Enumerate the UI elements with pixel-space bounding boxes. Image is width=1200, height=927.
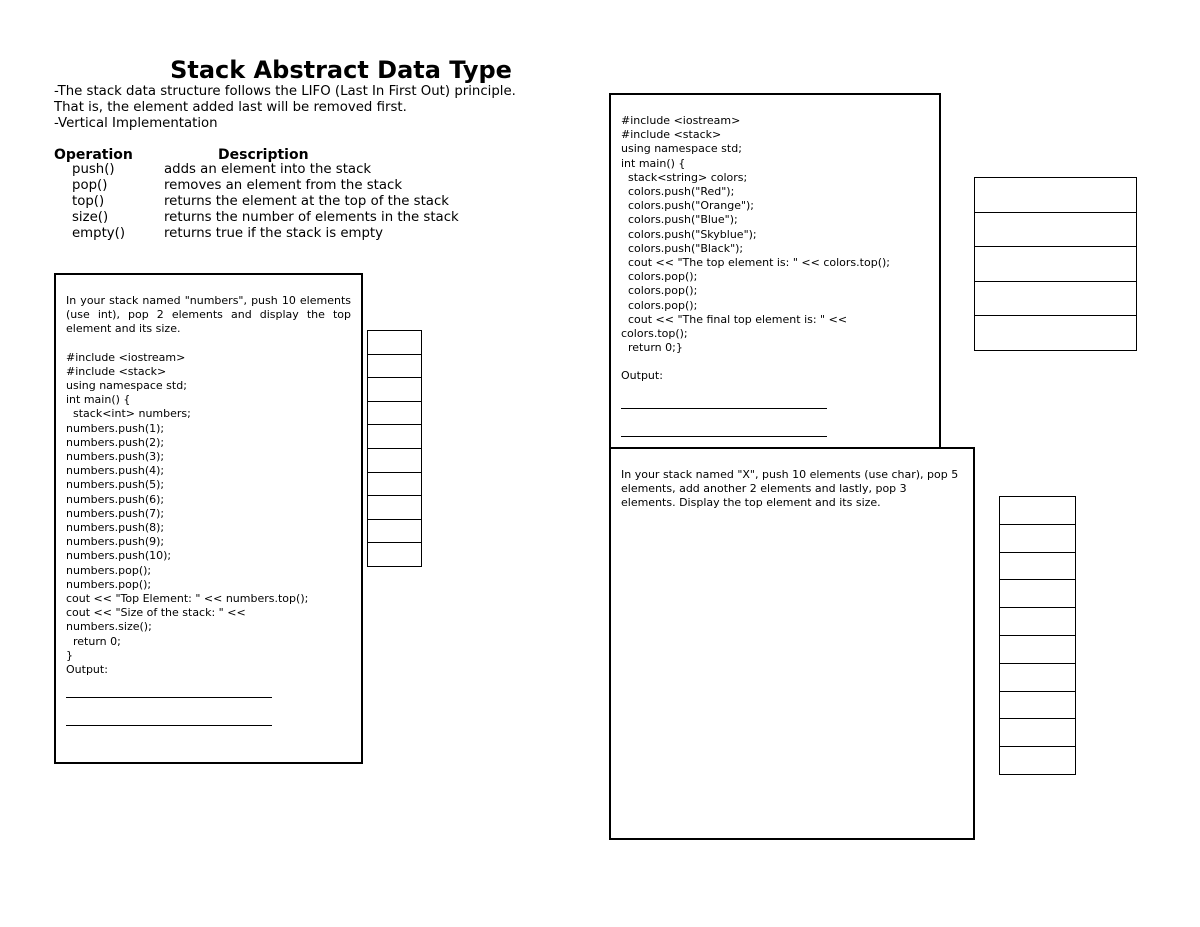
operation-desc: returns the element at the top of the stack (164, 194, 449, 209)
code-line: stack<int> numbers; (66, 407, 191, 421)
code-line: int main() { (621, 156, 686, 170)
operation-row (72, 178, 459, 194)
stack-slot (1000, 719, 1076, 747)
code-line: using namespace std; (66, 379, 187, 393)
code-line: colors.push("Skyblue"); (621, 227, 757, 241)
answer-line (621, 436, 827, 437)
intro-line: -The stack data structure follows the LIFO (Last In First Out) principle. (54, 84, 516, 99)
operation-name: size() (72, 210, 109, 225)
code-line: #include <stack> (621, 128, 722, 142)
code-line: colors.push("Blue"); (621, 213, 738, 227)
stack-slot (368, 331, 422, 355)
stack-slot (975, 247, 1137, 282)
stack-slot (368, 378, 422, 402)
operation-name: pop() (72, 178, 108, 193)
code-line: colors.pop(); (621, 298, 698, 312)
stack-slot (1000, 663, 1076, 691)
code-line: numbers.push(7); (66, 506, 165, 520)
operation-desc: returns the number of elements in the stack (164, 210, 459, 225)
exercise2-code (621, 114, 929, 355)
code-line: colors.push("Red"); (621, 185, 735, 199)
code-line: numbers.push(3); (66, 450, 165, 464)
description-header: Description (218, 147, 309, 163)
operation-header: Operation (54, 147, 133, 163)
code-line: cout << "Size of the stack: " << (66, 606, 246, 620)
exercise3-stack-grid (999, 496, 1076, 775)
stack-slot (1000, 747, 1076, 775)
operation-row (72, 226, 459, 242)
code-line: } (66, 648, 73, 662)
stack-slot (368, 496, 422, 520)
code-line: numbers.size(); (66, 620, 152, 634)
stack-slot (368, 543, 422, 567)
code-line: cout << "Top Element: " << numbers.top(); (66, 592, 309, 606)
code-line: cout << "The top element is: " << colors.top(); (621, 256, 890, 270)
code-line: colors.pop(); (621, 270, 698, 284)
stack-slot (368, 354, 422, 378)
code-line: numbers.push(2); (66, 435, 165, 449)
exercise2-box (609, 93, 941, 449)
code-line: numbers.pop(); (66, 577, 152, 591)
operation-name: push() (72, 162, 115, 177)
code-line: using namespace std; (621, 142, 742, 156)
stack-slot (1000, 580, 1076, 608)
operation-row (72, 194, 459, 210)
operation-row (72, 162, 459, 178)
intro-line: -Vertical Implementation (54, 116, 218, 131)
operation-desc: returns true if the stack is empty (164, 226, 384, 241)
code-line: numbers.push(10); (66, 549, 172, 563)
code-line: colors.pop(); (621, 284, 698, 298)
code-line: numbers.push(9); (66, 535, 165, 549)
stack-slot (975, 281, 1137, 316)
stack-slot (975, 316, 1137, 351)
stack-slot (368, 401, 422, 425)
stack-slot (1000, 635, 1076, 663)
intro-line: That is, the element added last will be removed first. (54, 100, 407, 115)
stack-slot (975, 212, 1137, 247)
code-line: colors.push("Orange"); (621, 199, 755, 213)
code-line: numbers.push(6); (66, 492, 165, 506)
stack-slot (1000, 497, 1076, 525)
intro-text (54, 84, 516, 132)
code-line: numbers.push(5); (66, 478, 165, 492)
stack-slot (1000, 608, 1076, 636)
page-title: Stack Abstract Data Type (170, 56, 512, 84)
operation-desc: removes an element from the stack (164, 178, 403, 193)
stack-slot (368, 448, 422, 472)
stack-slot (1000, 552, 1076, 580)
code-line: #include <iostream> (66, 350, 186, 364)
exercise1-stack-grid (367, 330, 422, 567)
stack-slot (368, 519, 422, 543)
stack-slot (1000, 524, 1076, 552)
code-line: colors.top(); (621, 327, 688, 341)
stack-slot (368, 425, 422, 449)
operation-desc: adds an element into the stack (164, 162, 372, 177)
code-line: #include <stack> (66, 364, 167, 378)
operation-name: top() (72, 194, 105, 209)
exercise1-box (54, 273, 363, 764)
exercise2-output-label: Output: (621, 369, 663, 383)
code-line: numbers.push(8); (66, 521, 165, 535)
code-line: numbers.push(4); (66, 464, 165, 478)
exercise1-code (66, 351, 351, 663)
exercise1-output-label: Output: (66, 663, 108, 677)
operations-table (72, 162, 459, 242)
answer-line (66, 725, 272, 726)
operation-name: empty() (72, 226, 126, 241)
stack-slot (368, 472, 422, 496)
code-line: cout << "The final top element is: " << (621, 312, 848, 326)
code-line: numbers.push(1); (66, 421, 165, 435)
code-line: stack<string> colors; (621, 170, 748, 184)
stack-slot (1000, 691, 1076, 719)
exercise1-prompt: In your stack named "numbers", push 10 elements (use int), pop 2 elements and display the top element and its size. (66, 294, 351, 336)
code-line: int main() { (66, 393, 131, 407)
code-line: return 0; (66, 634, 121, 648)
exercise2-stack-grid (974, 177, 1137, 351)
exercise3-box (609, 447, 975, 840)
code-line: return 0;} (621, 341, 683, 355)
operation-row (72, 210, 459, 226)
code-line: colors.push("Black"); (621, 241, 744, 255)
code-line: #include <iostream> (621, 114, 741, 127)
code-line: numbers.pop(); (66, 563, 152, 577)
stack-slot (975, 178, 1137, 213)
exercise3-prompt: In your stack named "X", push 10 elements (use char), pop 5 elements, add another 2 elements and lastly, pop 3 elements. Display the top element and its size. (621, 468, 959, 510)
